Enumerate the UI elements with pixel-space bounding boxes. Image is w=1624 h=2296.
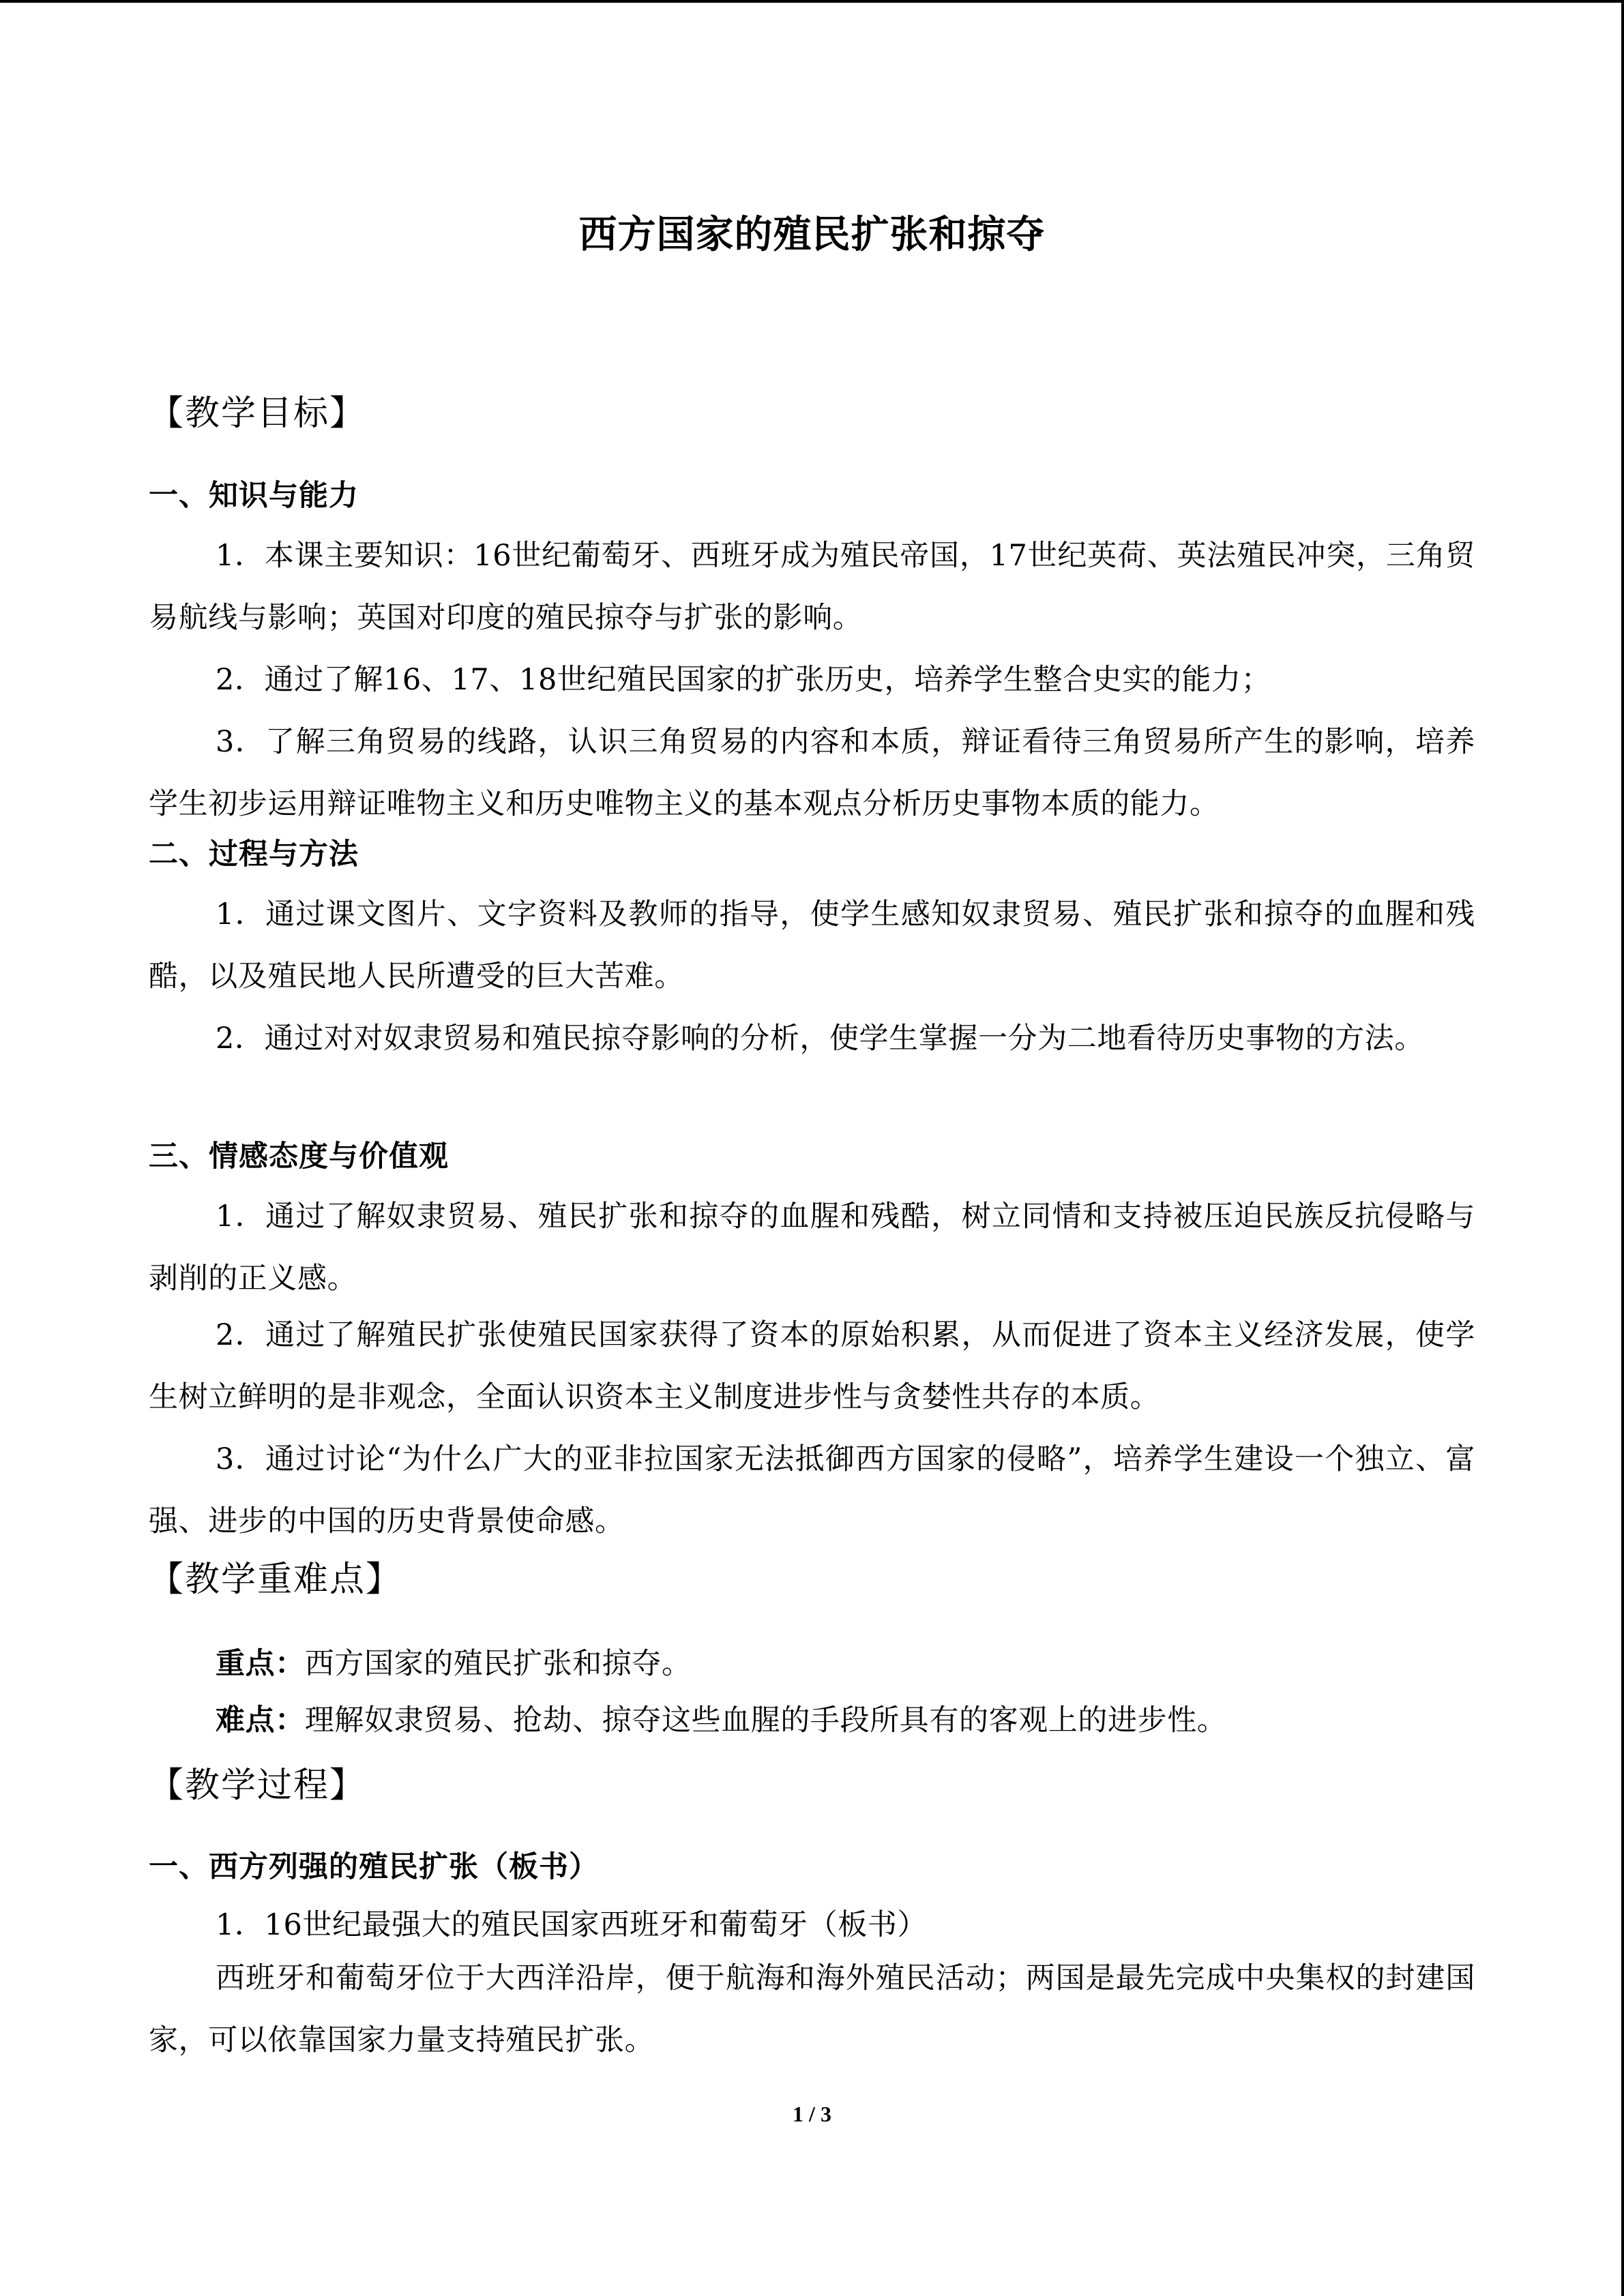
section-heading-objectives: 【教学目标】 (149, 393, 366, 434)
sub-heading-knowledge: 一、知识与能力 (149, 479, 359, 513)
section-heading-teaching-process: 【教学过程】 (149, 1765, 366, 1806)
sub-heading-colonial-expansion: 一、西方列强的殖民扩张（板书） (149, 1850, 599, 1884)
key-point-difficulty-text: 理解奴隶贸易、抢劫、掠夺这些血腥的手段所具有的客观上的进步性。 (304, 1703, 1227, 1738)
paragraph-values-3: 3．通过讨论“为什么广大的亚非拉国家无法抵御西方国家的侵略”，培养学生建设一个独立、富强、进步的中国的历史背景使命感。 (149, 1442, 1475, 1538)
sub-heading-process-method: 二、过程与方法 (149, 837, 359, 871)
key-point-focus-label: 重点： (216, 1647, 305, 1681)
paragraph-spain-portugal: 西班牙和葡萄牙位于大西洋沿岸，便于航海和海外殖民活动；两国是最先完成中央集权的封建国家，可以依靠国家力量支持殖民扩张。 (149, 1961, 1475, 2057)
paragraph-knowledge-3: 3．了解三角贸易的线路，认识三角贸易的内容和本质，辩证看待三角贸易所产生的影响，培养学生初步运用辩证唯物主义和历史唯物主义的基本观点分析历史事物本质的能力。 (149, 725, 1475, 821)
paragraph-knowledge-2: 2．通过了解16、17、18世纪殖民国家的扩张历史，培养学生整合史实的能力； (216, 663, 1271, 697)
sub-heading-values: 三、情感态度与价值观 (149, 1139, 449, 1174)
key-point-focus (216, 1643, 692, 1684)
paragraph-process-2: 2．通过对对奴隶贸易和殖民掠夺影响的分析，使学生掌握一分为二地看待历史事物的方法。 (216, 1022, 1424, 1056)
section-heading-key-points: 【教学重难点】 (149, 1560, 402, 1600)
paragraph-knowledge-1: 1．本课主要知识：16世纪葡萄牙、西班牙成为殖民帝国，17世纪英荷、英法殖民冲突，三角贸易航线与影响；英国对印度的殖民掠夺与扩张的影响。 (149, 539, 1475, 635)
key-point-difficulty-label: 难点： (216, 1703, 305, 1738)
paragraph-values-2: 2．通过了解殖民扩张使殖民国家获得了资本的原始积累，从而促进了资本主义经济发展，使学生树立鲜明的是非观念，全面认识资本主义制度进步性与贪婪性共存的本质。 (149, 1318, 1475, 1414)
paragraph-process-1: 1．通过课文图片、文字资料及教师的指导，使学生感知奴隶贸易、殖民扩张和掠夺的血腥和残酷，以及殖民地人民所遭受的巨大苦难。 (149, 897, 1475, 994)
paragraph-values-1: 1．通过了解奴隶贸易、殖民扩张和掠夺的血腥和残酷，树立同情和支持被压迫民族反抗侵略与剥削的正义感。 (149, 1199, 1475, 1296)
page-number: 1 / 3 (793, 2102, 831, 2126)
key-point-difficulty (216, 1700, 1226, 1741)
page-border-top (0, 0, 1624, 3)
document-title: 西方国家的殖民扩张和掠夺 (578, 213, 1046, 257)
item-spain-portugal: 1．16世纪最强大的殖民国家西班牙和葡萄牙（板书） (216, 1908, 928, 1942)
page-border-right (1621, 0, 1624, 2296)
key-point-focus-text: 西方国家的殖民扩张和掠夺。 (304, 1647, 692, 1681)
